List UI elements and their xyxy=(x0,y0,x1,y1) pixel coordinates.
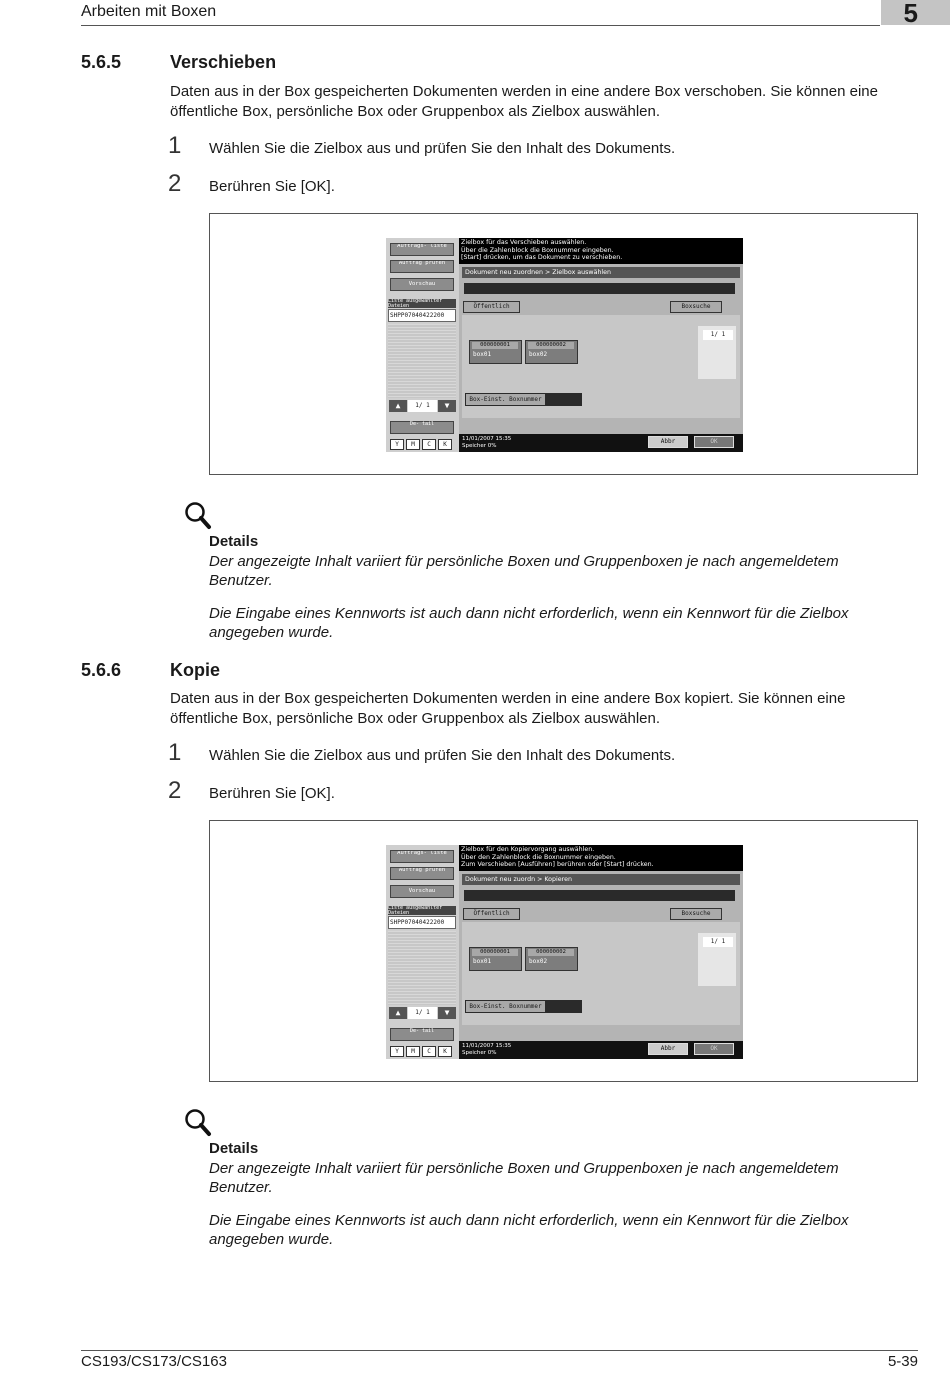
message-line: Über den Zahlenblock die Boxnummer eingeben. xyxy=(461,853,616,861)
job-list-button[interactable]: Auftrags- liste xyxy=(390,850,454,863)
box-name: box01 xyxy=(473,958,492,965)
toner-magenta: M xyxy=(406,439,420,450)
screenshot-frame xyxy=(209,213,918,475)
toner-black: K xyxy=(438,439,452,450)
step-number: 1 xyxy=(168,132,182,159)
cancel-button[interactable]: Abbr xyxy=(648,1043,688,1055)
message-line: Zielbox für das Verschieben auswählen. xyxy=(461,239,587,246)
ok-button[interactable]: OK xyxy=(694,436,734,448)
details-text xyxy=(209,1211,899,1249)
section-title: Verschieben xyxy=(170,52,277,72)
cancel-button[interactable]: Abbr xyxy=(648,436,688,448)
message-line: Über die Zahlenblock die Boxnummer eingeben. xyxy=(461,246,614,254)
step-text: Wählen Sie die Zielbox aus und prüfen Sie den Inhalt des Dokuments. xyxy=(209,140,676,157)
toner-cyan: C xyxy=(422,439,436,450)
datetime: 11/01/2007 15:35 xyxy=(462,436,512,442)
box-number-input[interactable] xyxy=(464,283,735,294)
arrow-up-icon[interactable]: ▲ xyxy=(389,1007,407,1019)
toner-magenta: M xyxy=(406,1046,420,1057)
magnifier-icon xyxy=(184,1108,212,1138)
message-line: Zielbox für den Kopiervorgang auswählen. xyxy=(461,846,595,853)
box-number-row xyxy=(465,393,582,406)
breadcrumb: Dokument neu zuordnen > Zielbox auswählen xyxy=(462,267,740,278)
box-page-indicator: 1/ 1 xyxy=(703,937,733,947)
left-column xyxy=(386,845,459,1059)
left-column xyxy=(386,238,459,452)
footer-model: CS193/CS173/CS163 xyxy=(81,1353,227,1370)
details-line: Die Eingabe eines Kennworts ist auch dann nicht erforderlich, wenn ein Kennwort für die Zielbox xyxy=(209,605,849,622)
breadcrumb: Dokument neu zuordn > Kopieren xyxy=(462,874,740,885)
box-item[interactable] xyxy=(469,340,522,364)
box-number-button[interactable]: Box-Einst. Boxnummer xyxy=(466,1001,545,1012)
datetime-memory xyxy=(462,1043,511,1056)
page-indicator: 1/ 1 xyxy=(408,400,437,412)
box-search-button[interactable]: Boxsuche xyxy=(670,301,722,313)
main-panel xyxy=(459,871,743,1041)
section-number: 5.6.5 xyxy=(81,52,122,72)
selected-files-label: Liste ausgewählter Dateien xyxy=(388,299,456,308)
status-bar xyxy=(459,434,743,452)
arrow-down-icon[interactable]: ▼ xyxy=(438,400,456,412)
message-line: [Start] drücken, um das Dokument zu verschieben. xyxy=(461,254,623,261)
details-text xyxy=(209,604,899,642)
file-list-area xyxy=(388,324,456,398)
section-number: 5.6.6 xyxy=(81,660,122,680)
datetime: 11/01/2007 15:35 xyxy=(462,1043,512,1049)
memory-status: Speicher 0% xyxy=(462,442,497,449)
memory-status: Speicher 0% xyxy=(462,1049,497,1056)
details-line: angegeben wurde. xyxy=(209,1231,334,1248)
details-text xyxy=(209,552,899,590)
instruction-message xyxy=(461,239,741,262)
message-line: Zum Verschieben [Ausführen] berühren oder [Start] drücken. xyxy=(461,861,654,868)
status-bar xyxy=(459,1041,743,1059)
intro-line: Daten aus in der Box gespeicherten Dokumenten werden in eine andere Box verschoben. Sie können eine xyxy=(170,83,878,100)
check-job-button[interactable]: Auftrag prüfen xyxy=(390,867,454,880)
header-rule xyxy=(81,25,880,26)
intro-line: öffentliche Box, persönliche Box oder Gruppenbox als Zielbox auswählen. xyxy=(170,710,661,727)
step-text: Wählen Sie die Zielbox aus und prüfen Sie den Inhalt des Dokuments. xyxy=(209,747,676,764)
selected-file-item[interactable]: SHPP07040422200 xyxy=(388,309,456,322)
tab-public[interactable]: Öffentlich xyxy=(463,908,520,920)
section-title: Kopie xyxy=(170,660,221,680)
intro-line: öffentliche Box, persönliche Box oder Gruppenbox als Zielbox auswählen. xyxy=(170,103,661,120)
details-button[interactable]: De- tail xyxy=(390,421,454,434)
control-panel-screen xyxy=(386,845,743,1059)
box-page-indicator: 1/ 1 xyxy=(703,330,733,340)
control-panel-screen xyxy=(386,238,743,452)
toner-yellow: Y xyxy=(390,1046,404,1057)
details-label: Details xyxy=(209,533,259,550)
footer-rule xyxy=(81,1350,918,1351)
box-page-panel xyxy=(698,933,736,986)
box-number: 000000002 xyxy=(528,342,574,349)
arrow-up-icon[interactable]: ▲ xyxy=(389,400,407,412)
box-number: 000000001 xyxy=(472,342,518,349)
step-number: 1 xyxy=(168,739,182,766)
box-page-panel xyxy=(698,326,736,379)
datetime-memory xyxy=(462,436,511,449)
section-intro xyxy=(170,689,920,729)
box-name: box02 xyxy=(529,958,548,965)
details-button[interactable]: De- tail xyxy=(390,1028,454,1041)
box-name: box02 xyxy=(529,351,548,358)
page-indicator: 1/ 1 xyxy=(408,1007,437,1019)
step-number: 2 xyxy=(168,777,182,804)
details-line: Der angezeigte Inhalt variiert für persönliche Boxen und Gruppenboxen je nach angemeldetem xyxy=(209,1160,839,1177)
running-header-title: Arbeiten mit Boxen xyxy=(81,3,217,20)
file-list-area xyxy=(388,931,456,1005)
step-text: Berühren Sie [OK]. xyxy=(209,785,335,802)
arrow-down-icon[interactable]: ▼ xyxy=(438,1007,456,1019)
box-name: box01 xyxy=(473,351,492,358)
details-line: angegeben wurde. xyxy=(209,624,334,641)
preview-button[interactable]: Vorschau xyxy=(390,278,454,291)
chapter-number: 5 xyxy=(903,0,918,28)
details-text xyxy=(209,1159,899,1197)
screenshot-frame xyxy=(209,820,918,1082)
footer-page-number: 5-39 xyxy=(887,1353,918,1370)
intro-line: Daten aus in der Box gespeicherten Dokumenten werden in eine andere Box kopiert. Sie können eine xyxy=(170,690,846,707)
box-item[interactable] xyxy=(525,340,578,364)
box-number-row xyxy=(465,1000,582,1013)
selected-file-item[interactable]: SHPP07040422200 xyxy=(388,916,456,929)
tab-public[interactable]: Öffentlich xyxy=(463,301,520,313)
box-number: 000000002 xyxy=(528,949,574,956)
details-line: Die Eingabe eines Kennworts ist auch dann nicht erforderlich, wenn ein Kennwort für die Zielbox xyxy=(209,1212,849,1229)
ok-button[interactable]: OK xyxy=(694,1043,734,1055)
toner-black: K xyxy=(438,1046,452,1057)
section-intro xyxy=(170,82,920,122)
box-number-button[interactable]: Box-Einst. Boxnummer xyxy=(466,394,545,405)
details-line: Benutzer. xyxy=(209,1179,273,1196)
magnifier-icon xyxy=(184,501,212,531)
selected-files-label: Liste ausgewählter Dateien xyxy=(388,906,456,915)
details-label: Details xyxy=(209,1140,259,1157)
instruction-message xyxy=(461,846,741,869)
toner-yellow: Y xyxy=(390,439,404,450)
details-line: Der angezeigte Inhalt variiert für persönliche Boxen und Gruppenboxen je nach angemeldetem xyxy=(209,553,839,570)
box-number-input[interactable] xyxy=(464,890,735,901)
box-number: 000000001 xyxy=(472,949,518,956)
box-item[interactable] xyxy=(525,947,578,971)
box-search-button[interactable]: Boxsuche xyxy=(670,908,722,920)
details-line: Benutzer. xyxy=(209,572,273,589)
job-list-button[interactable]: Auftrags- liste xyxy=(390,243,454,256)
step-text: Berühren Sie [OK]. xyxy=(209,178,335,195)
box-item[interactable] xyxy=(469,947,522,971)
preview-button[interactable]: Vorschau xyxy=(390,885,454,898)
step-number: 2 xyxy=(168,170,182,197)
main-panel xyxy=(459,264,743,434)
check-job-button[interactable]: Auftrag prüfen xyxy=(390,260,454,273)
toner-cyan: C xyxy=(422,1046,436,1057)
